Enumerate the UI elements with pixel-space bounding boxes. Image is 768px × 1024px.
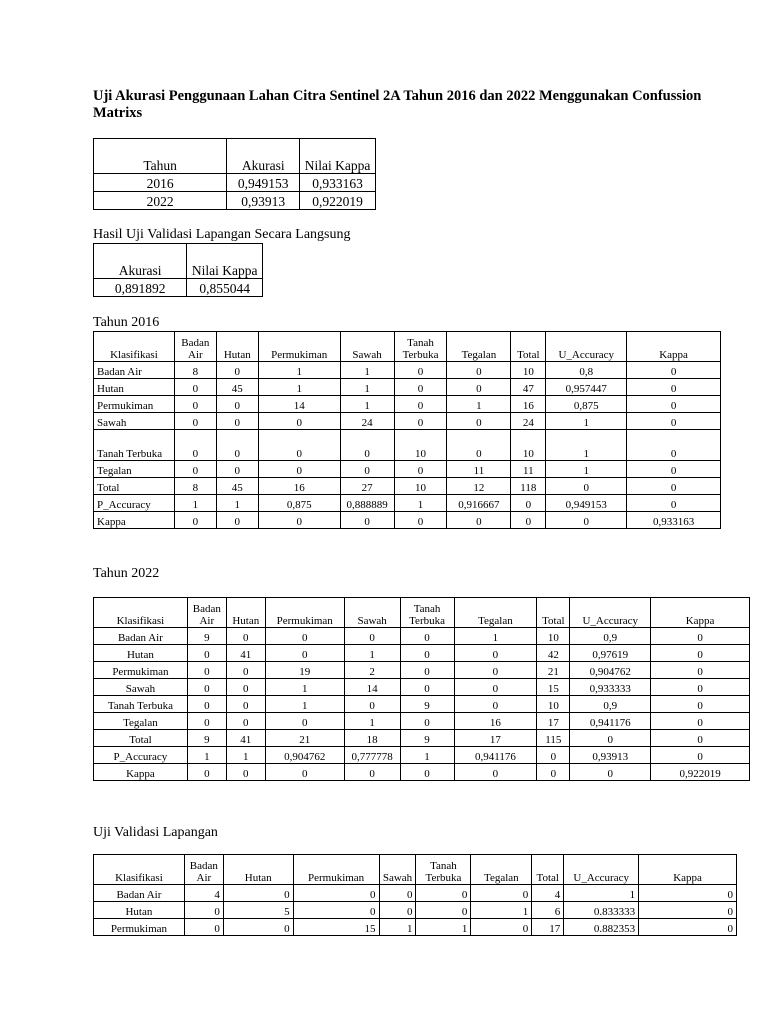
table-cell: 24 [340,413,394,430]
header-cell: Kappa [639,855,737,885]
table-row [94,396,721,413]
table-cell: 0 [511,512,546,529]
table-cell: 0 [627,478,721,495]
table-cell: 115 [537,730,570,747]
table-row [94,279,263,297]
table-cell: 16 [258,478,340,495]
table-cell: 0 [651,713,750,730]
table-cell: 0 [187,764,226,781]
table-cell: 12 [447,478,511,495]
table-cell: 0,93913 [227,192,300,210]
table-cell: 0 [651,747,750,764]
table-cell: 0 [293,902,379,919]
table-cell: 1 [416,919,471,936]
table-cell: 0 [394,512,447,529]
table-cell: 1 [340,379,394,396]
table-cell: 11 [447,461,511,478]
table-cell: 0 [187,713,226,730]
row-label-cell: Permukiman [94,919,185,936]
header-cell: Tanah Terbuka [400,598,454,628]
table-cell: 19 [265,662,344,679]
table-cell: 1 [344,645,400,662]
table-cell: 14 [258,396,340,413]
table-cell: 0 [400,645,454,662]
row-label-cell: Sawah [94,413,175,430]
table-cell: 0,904762 [570,662,651,679]
table-cell: 0 [416,902,471,919]
table-cell: 17 [537,713,570,730]
table-cell: 1 [546,430,627,461]
table-cell: 0 [340,512,394,529]
table-row [94,696,750,713]
header-cell: Nilai Kappa [187,244,263,279]
table-cell: 0 [639,885,737,902]
table-cell: 0,949153 [546,495,627,512]
table-row [94,679,750,696]
table-cell: 0 [344,628,400,645]
table-cell: 0 [546,512,627,529]
table-cell: 0 [216,396,258,413]
table-cell: 10 [511,362,546,379]
table-cell: 1 [340,396,394,413]
table-cell: 0 [447,512,511,529]
table-cell: 1 [226,747,265,764]
matrix-2016-caption: Tahun 2016 [93,315,160,330]
table-cell: 0,97619 [570,645,651,662]
table-cell: 14 [344,679,400,696]
table-cell: 0,922019 [300,192,376,210]
table-cell: 0 [216,461,258,478]
header-cell: Tegalan [471,855,532,885]
table-cell: 0,916667 [447,495,511,512]
row-label-cell: Hutan [94,902,185,919]
table-cell: 0,9 [570,628,651,645]
header-cell: Kappa [627,332,721,362]
table-cell: 0 [293,885,379,902]
header-cell: Klasifikasi [94,332,175,362]
table-cell: 0 [627,413,721,430]
table-cell: 0,957447 [546,379,627,396]
header-cell: Hutan [216,332,258,362]
table-cell: 0 [174,413,216,430]
row-label-cell: Badan Air [94,885,185,902]
table-cell: 0 [454,696,537,713]
table-cell: 8 [174,362,216,379]
table-cell: 1 [265,696,344,713]
table-cell: 0.833333 [564,902,639,919]
header-cell: Permukiman [265,598,344,628]
table-cell: 0 [258,461,340,478]
table-cell: 1 [344,713,400,730]
header-cell: Permukiman [293,855,379,885]
table-cell: 0 [639,919,737,936]
table-cell: 0 [454,645,537,662]
table-cell: 0 [226,713,265,730]
table-cell: 0 [344,764,400,781]
header-cell: U_Accuracy [546,332,627,362]
table-cell: 4 [184,885,223,902]
table-cell: 10 [537,628,570,645]
table-cell: 1 [340,362,394,379]
table-cell: 27 [340,478,394,495]
header-cell: Tegalan [447,332,511,362]
table-row [94,430,721,461]
table-cell: 0 [265,628,344,645]
table-cell: 0 [447,379,511,396]
table-cell: 9 [400,730,454,747]
table-cell: 16 [454,713,537,730]
confusion-matrix-2022 [93,597,750,781]
table-cell: 0 [651,645,750,662]
field-summary-table [93,243,263,297]
table-row [94,362,721,379]
table-cell: 0 [258,512,340,529]
table-cell: 0 [394,413,447,430]
confusion-matrix-field [93,854,737,936]
table-header-row [94,139,376,174]
document-title: Uji Akurasi Penggunaan Lahan Citra Sentinel 2A Tahun 2016 dan 2022 Menggunakan Confussion Matrixs [93,88,702,121]
row-label-cell: Sawah [94,679,188,696]
row-label-cell: Permukiman [94,662,188,679]
table-cell: 0 [265,713,344,730]
table-cell: 6 [532,902,564,919]
table-row [94,495,721,512]
table-row [94,413,721,430]
table-cell: 10 [394,430,447,461]
table-cell: 0 [258,413,340,430]
table-cell: 1 [471,902,532,919]
table-cell: 10 [394,478,447,495]
table-cell: 0,949153 [227,174,300,192]
table-cell: 0 [226,662,265,679]
table-row [94,902,737,919]
row-label-cell: Tanah Terbuka [94,696,188,713]
table-cell: 0 [174,512,216,529]
table-cell: 1 [454,628,537,645]
table-cell: 0 [627,379,721,396]
table-cell: 1 [447,396,511,413]
table-cell: 1 [379,919,416,936]
table-cell: 4 [532,885,564,902]
table-cell: 47 [511,379,546,396]
table-cell: 11 [511,461,546,478]
header-cell: Nilai Kappa [300,139,376,174]
header-cell: U_Accuracy [564,855,639,885]
table-cell: 2 [344,662,400,679]
accuracy-summary-table [93,138,376,210]
table-cell: 0 [258,430,340,461]
header-cell: Kappa [651,598,750,628]
table-cell: 0 [184,902,223,919]
table-cell: 0,9 [570,696,651,713]
table-cell: 0 [226,679,265,696]
row-label-cell: Tanah Terbuka [94,430,175,461]
table-header-row [94,332,721,362]
table-cell: 0 [216,512,258,529]
table-cell: 8 [174,478,216,495]
row-label-cell: Tegalan [94,713,188,730]
table-cell: 0 [187,645,226,662]
table-cell: 41 [226,645,265,662]
header-cell: Tegalan [454,598,537,628]
header-cell: Klasifikasi [94,855,185,885]
table-cell: 0 [187,696,226,713]
table-cell: 0 [216,413,258,430]
header-cell: Badan Air [184,855,223,885]
table-row [94,730,750,747]
table-cell: 0 [226,628,265,645]
table-cell: 0 [454,662,537,679]
table-cell: 2022 [94,192,227,210]
table-cell: 1 [394,495,447,512]
table-cell: 0 [537,764,570,781]
header-cell: Klasifikasi [94,598,188,628]
table-cell: 24 [511,413,546,430]
table-cell: 0 [223,885,293,902]
table-cell: 0 [651,628,750,645]
table-row [94,764,750,781]
table-header-row [94,855,737,885]
table-cell: 0,855044 [187,279,263,297]
table-cell: 0 [187,662,226,679]
header-cell: Total [537,598,570,628]
table-cell: 0 [400,764,454,781]
row-label-cell: Permukiman [94,396,175,413]
table-cell: 0 [216,362,258,379]
table-row [94,713,750,730]
table-cell: 1 [174,495,216,512]
table-cell: 18 [344,730,400,747]
row-label-cell: Badan Air [94,628,188,645]
table-cell: 45 [216,379,258,396]
table-cell: 1 [546,461,627,478]
row-label-cell: P_Accuracy [94,747,188,764]
table-cell: 0 [223,919,293,936]
table-cell: 0,941176 [570,713,651,730]
table-cell: 0 [570,764,651,781]
table-row [94,885,737,902]
table-cell: 0 [174,430,216,461]
table-cell: 0 [627,461,721,478]
header-cell: Sawah [344,598,400,628]
header-cell: Tanah Terbuka [416,855,471,885]
table-cell: 10 [537,696,570,713]
row-label-cell: P_Accuracy [94,495,175,512]
row-label-cell: Total [94,730,188,747]
table-cell: 0 [570,730,651,747]
row-label-cell: Hutan [94,645,188,662]
table-cell: 0 [184,919,223,936]
matrix-2022-caption: Tahun 2022 [93,566,160,581]
table-cell: 41 [226,730,265,747]
table-cell: 0,933163 [627,512,721,529]
table-cell: 2016 [94,174,227,192]
table-cell: 0 [226,696,265,713]
table-cell: 17 [532,919,564,936]
table-cell: 0 [379,885,416,902]
table-cell: 0 [447,362,511,379]
table-header-row [94,598,750,628]
table-cell: 0 [537,747,570,764]
table-cell: 0 [627,362,721,379]
table-cell: 0 [639,902,737,919]
table-cell: 0 [216,430,258,461]
header-cell: Hutan [226,598,265,628]
table-cell: 0 [454,679,537,696]
table-cell: 0 [627,495,721,512]
row-label-cell: Badan Air [94,362,175,379]
table-cell: 0 [400,662,454,679]
table-row [94,628,750,645]
table-cell: 0,933333 [570,679,651,696]
table-row [94,174,376,192]
header-cell: Permukiman [258,332,340,362]
header-cell: Hutan [223,855,293,885]
matrix-field-caption: Uji Validasi Lapangan [93,825,218,840]
table-cell: 5 [223,902,293,919]
table-cell: 1 [258,379,340,396]
table-row [94,478,721,495]
table-cell: 17 [454,730,537,747]
table-cell: 0,93913 [570,747,651,764]
table-cell: 0 [187,679,226,696]
table-cell: 0 [394,461,447,478]
table-cell: 10 [511,430,546,461]
header-cell: Akurasi [94,244,187,279]
table-cell: 118 [511,478,546,495]
table-header-row [94,244,263,279]
table-cell: 1 [187,747,226,764]
table-cell: 1 [258,362,340,379]
table-cell: 0,933163 [300,174,376,192]
table-cell: 0,888889 [340,495,394,512]
table-cell: 9 [400,696,454,713]
table-cell: 0 [400,628,454,645]
table-cell: 0,922019 [651,764,750,781]
row-label-cell: Kappa [94,512,175,529]
header-cell: Total [532,855,564,885]
table-cell: 1 [400,747,454,764]
table-cell: 16 [511,396,546,413]
table-row [94,645,750,662]
table-cell: 1 [265,679,344,696]
header-cell: Akurasi [227,139,300,174]
table-row [94,662,750,679]
table-cell: 0 [226,764,265,781]
table-cell: 21 [265,730,344,747]
table-cell: 0 [651,679,750,696]
table-cell: 0 [511,495,546,512]
table-row [94,747,750,764]
header-cell: U_Accuracy [570,598,651,628]
table-cell: 9 [187,730,226,747]
table-row [94,379,721,396]
table-cell: 0 [400,713,454,730]
table-cell: 0,875 [258,495,340,512]
table-cell: 0,891892 [94,279,187,297]
table-cell: 1 [546,413,627,430]
table-cell: 0 [340,430,394,461]
table-row [94,512,721,529]
header-cell: Badan Air [174,332,216,362]
table-cell: 0 [546,478,627,495]
table-cell: 0 [265,764,344,781]
table-cell: 0 [454,764,537,781]
row-label-cell: Tegalan [94,461,175,478]
table-cell: 0 [174,461,216,478]
table-cell: 0,904762 [265,747,344,764]
table-cell: 0 [379,902,416,919]
table-cell: 0 [651,696,750,713]
table-cell: 1 [216,495,258,512]
header-cell: Tahun [94,139,227,174]
row-label-cell: Kappa [94,764,188,781]
table-cell: 0 [174,379,216,396]
table-cell: 9 [187,628,226,645]
table-cell: 0 [627,396,721,413]
table-cell: 0 [627,430,721,461]
table-cell: 0 [394,379,447,396]
table-cell: 0,941176 [454,747,537,764]
field-summary-caption: Hasil Uji Validasi Lapangan Secara Langsung [93,227,351,242]
table-cell: 15 [293,919,379,936]
confusion-matrix-2016 [93,331,721,529]
table-cell: 42 [537,645,570,662]
table-row [94,919,737,936]
table-cell: 0.882353 [564,919,639,936]
table-cell: 0 [447,430,511,461]
table-cell: 0 [344,696,400,713]
header-cell: Total [511,332,546,362]
table-cell: 0,875 [546,396,627,413]
table-cell: 1 [564,885,639,902]
header-cell: Sawah [340,332,394,362]
table-cell: 15 [537,679,570,696]
row-label-cell: Hutan [94,379,175,396]
table-row [94,461,721,478]
table-cell: 0 [471,919,532,936]
table-cell: 21 [537,662,570,679]
table-cell: 0 [651,662,750,679]
table-cell: 0 [394,396,447,413]
row-label-cell: Total [94,478,175,495]
table-cell: 0 [174,396,216,413]
header-cell: Tanah Terbuka [394,332,447,362]
table-cell: 0 [471,885,532,902]
table-cell: 0 [394,362,447,379]
table-cell: 0 [265,645,344,662]
table-row [94,192,376,210]
table-cell: 0 [447,413,511,430]
header-cell: Badan Air [187,598,226,628]
table-cell: 0,777778 [344,747,400,764]
table-cell: 0 [400,679,454,696]
table-cell: 0 [340,461,394,478]
table-cell: 0,8 [546,362,627,379]
table-cell: 0 [416,885,471,902]
header-cell: Sawah [379,855,416,885]
table-cell: 45 [216,478,258,495]
table-cell: 0 [651,730,750,747]
